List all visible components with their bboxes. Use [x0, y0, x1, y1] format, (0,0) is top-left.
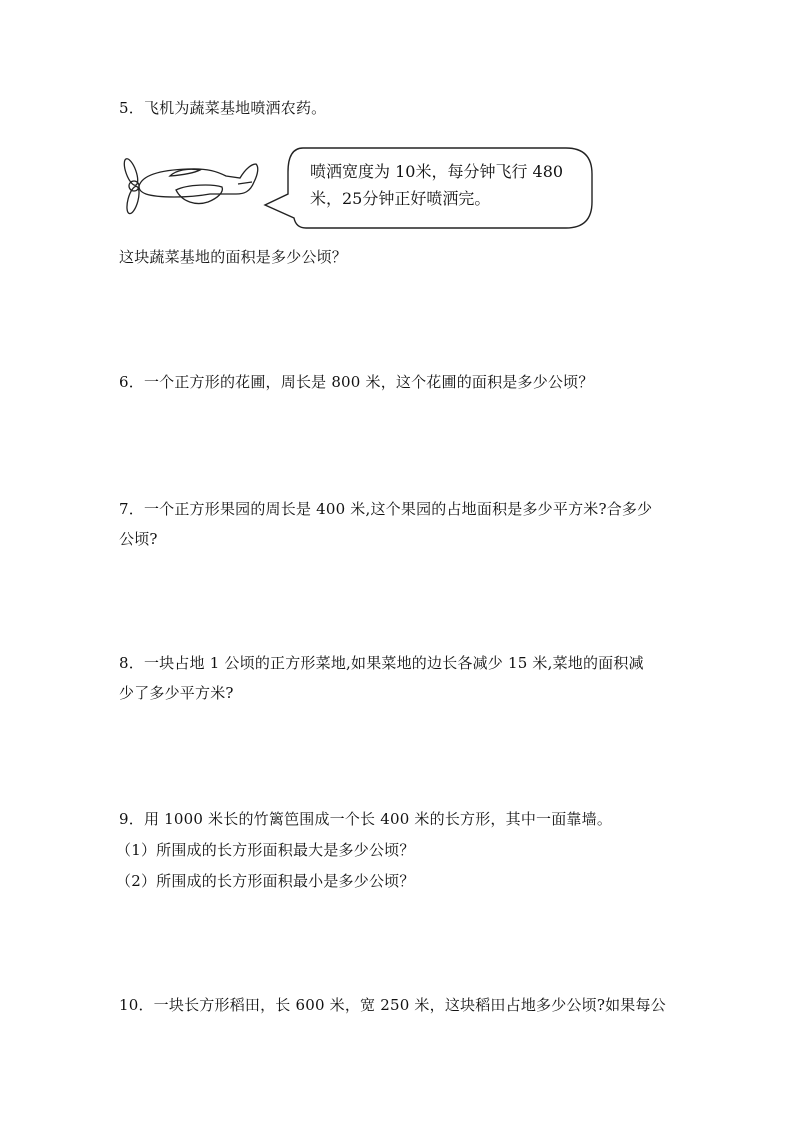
question-8-line-2: 少了多少平方米?	[119, 684, 234, 702]
question-8-line-1: 8．一块占地 1 公顷的正方形菜地,如果菜地的边长各减少 15 米,菜地的面积减	[119, 654, 644, 672]
question-10-line-1: 10．一块长方形稻田，长 600 米，宽 250 米，这块稻田占地多少公顷?如果每公	[119, 996, 666, 1014]
question-9-sub-2: （2）所围成的长方形面积最小是多少公顷？	[116, 872, 415, 890]
question-6-text: 6．一个正方形的花圃，周长是 800 米，这个花圃的面积是多少公顷？	[119, 373, 594, 391]
speech-bubble-line-2: 米，25分钟正好喷洒完。	[310, 189, 491, 208]
airplane-speech-illustration	[118, 142, 598, 232]
speech-bubble-line-1: 喷洒宽度为 10米，每分钟飞行 480	[310, 162, 564, 181]
question-9-sub-1: （1）所围成的长方形面积最大是多少公顷？	[116, 841, 415, 859]
question-9-line-1: 9．用 1000 米长的竹篱笆围成一个长 400 米的长方形，其中一面靠墙。	[119, 810, 613, 828]
question-7-line-2: 公顷?	[119, 530, 158, 548]
airplane-icon	[122, 157, 258, 215]
question-5-title: 5．飞机为蔬菜基地喷洒农药。	[119, 99, 327, 117]
question-7-line-1: 7．一个正方形果园的周长是 400 米,这个果园的占地面积是多少平方米?合多少	[119, 500, 653, 518]
question-5-ask: 这块蔬菜基地的面积是多少公顷？	[119, 248, 348, 266]
